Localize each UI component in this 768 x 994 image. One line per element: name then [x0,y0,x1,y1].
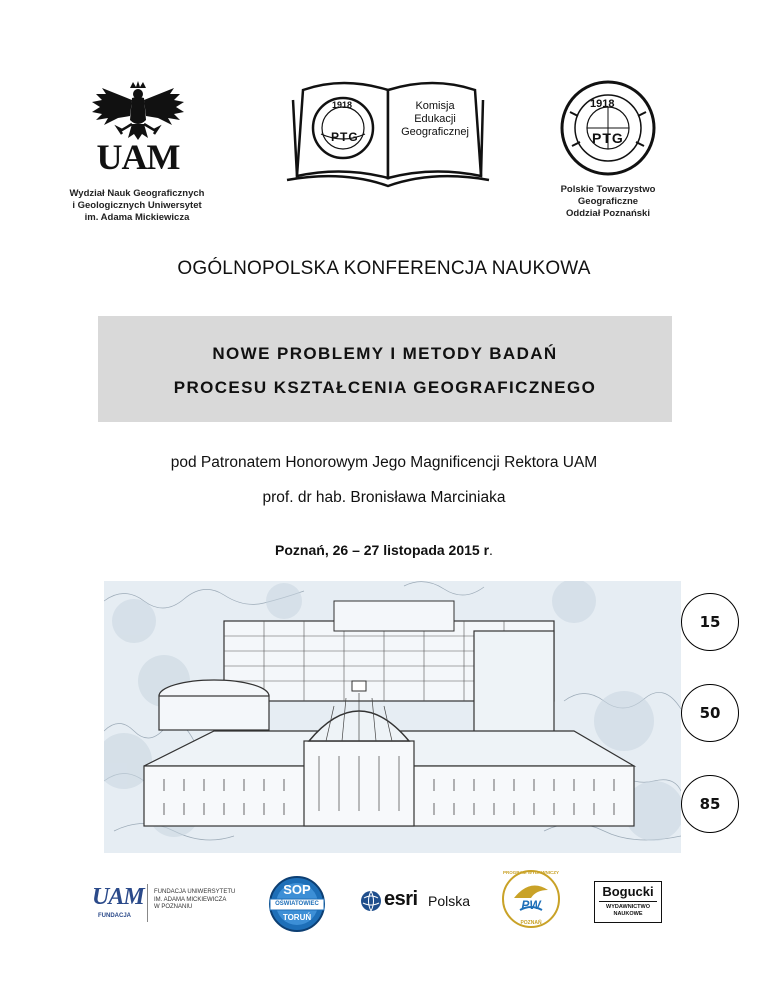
rector-name: prof. dr hab. Bronisława Marciniaka [262,489,506,506]
esri-country: Polska [428,893,471,909]
date-place [0,542,768,558]
pw-ring: PROGRAM WYDAWNICZY [503,870,559,875]
ptg-caption-line: Oddział Poznański [566,208,650,219]
building-photo [104,581,681,853]
date-main: Poznań, 26 – 27 listopada 2015 r [275,542,490,558]
fundacja-text-line: FUNDACJA UNIWERSYTETU [154,889,236,895]
globe-icon [360,890,382,912]
uam-caption-line: im. Adama Mickiewicza [84,212,190,223]
sop-bottom: TORUŃ [282,913,312,922]
fundacja-logo-mark: UAM [92,884,144,910]
bogucki-sub-line: WYDAWNICTWO [606,904,650,910]
fundacja-text-line: W POZNANIU [154,904,193,910]
fundacja-uam-logo [92,880,242,930]
esri-logo [360,888,480,916]
building-sketch-image [104,581,681,853]
sop-top: SOP [283,882,311,897]
fundacja-divider [147,884,148,922]
fundacja-logo-sub: FUNDACJA [98,913,131,919]
bogucki-name: Bogucki [602,884,654,899]
keg-text-line: Komisja [415,100,455,112]
keg-text-line: Edukacji [414,113,456,125]
uam-caption [52,188,222,224]
sop-middle: OŚWIATOWIEC [275,901,319,907]
bogucki-sub [595,904,661,918]
badge-circle-3: 85 [681,775,739,833]
esri-brand: esri [384,888,418,910]
title-line-2: PROCESU KSZTAŁCENIA GEOGRAFICZNEGO [173,378,597,397]
date-period: . [489,542,493,558]
keg-logo-text [400,100,470,139]
ptg-seal-monogram: PTG [592,130,624,146]
ptg-caption [528,184,688,220]
badge-circle-1: 15 [681,593,739,651]
badge-circle-2: 50 [681,684,739,742]
conference-type: OGÓLNOPOLSKA KONFERENCJA NAUKOWA [177,258,591,279]
globe-seal-icon [558,78,658,178]
title-line-1: NOWE PROBLEMY I METODY BADAŃ [212,344,558,363]
sop-logo [268,875,326,933]
pw-logo [500,868,562,930]
uam-caption-line: i Geologicznych Uniwersytet [72,200,202,211]
uam-caption-line: Wydział Nauk Geograficznych [69,188,205,199]
fundacja-text-line: IM. ADAMA MICKIEWICZA [154,896,227,903]
keg-text-line: Geograficznej [401,126,469,138]
ptg-caption-line: Polskie Towarzystwo [560,184,656,195]
bogucki-sub-line: NAUKOWE [613,911,643,917]
ptg-caption-line: Geograficzne [577,196,639,207]
fundacja-text [154,889,235,912]
uam-logo-text: UAM [96,137,180,177]
keg-seal-year: 1918 [332,100,353,110]
keg-seal-monogram: PTG [331,130,359,144]
pw-bottom: POZNAŃ [520,920,542,926]
title-box [98,316,672,422]
bogucki-logo [594,881,662,923]
pw-mono: PW [521,898,541,912]
ptg-seal [558,78,658,178]
patronage-text: pod Patronatem Honorowym Jego Magnificencji Rektora UAM [170,454,598,471]
bogucki-divider [599,901,657,902]
ptg-seal-year: 1918 [590,98,615,110]
